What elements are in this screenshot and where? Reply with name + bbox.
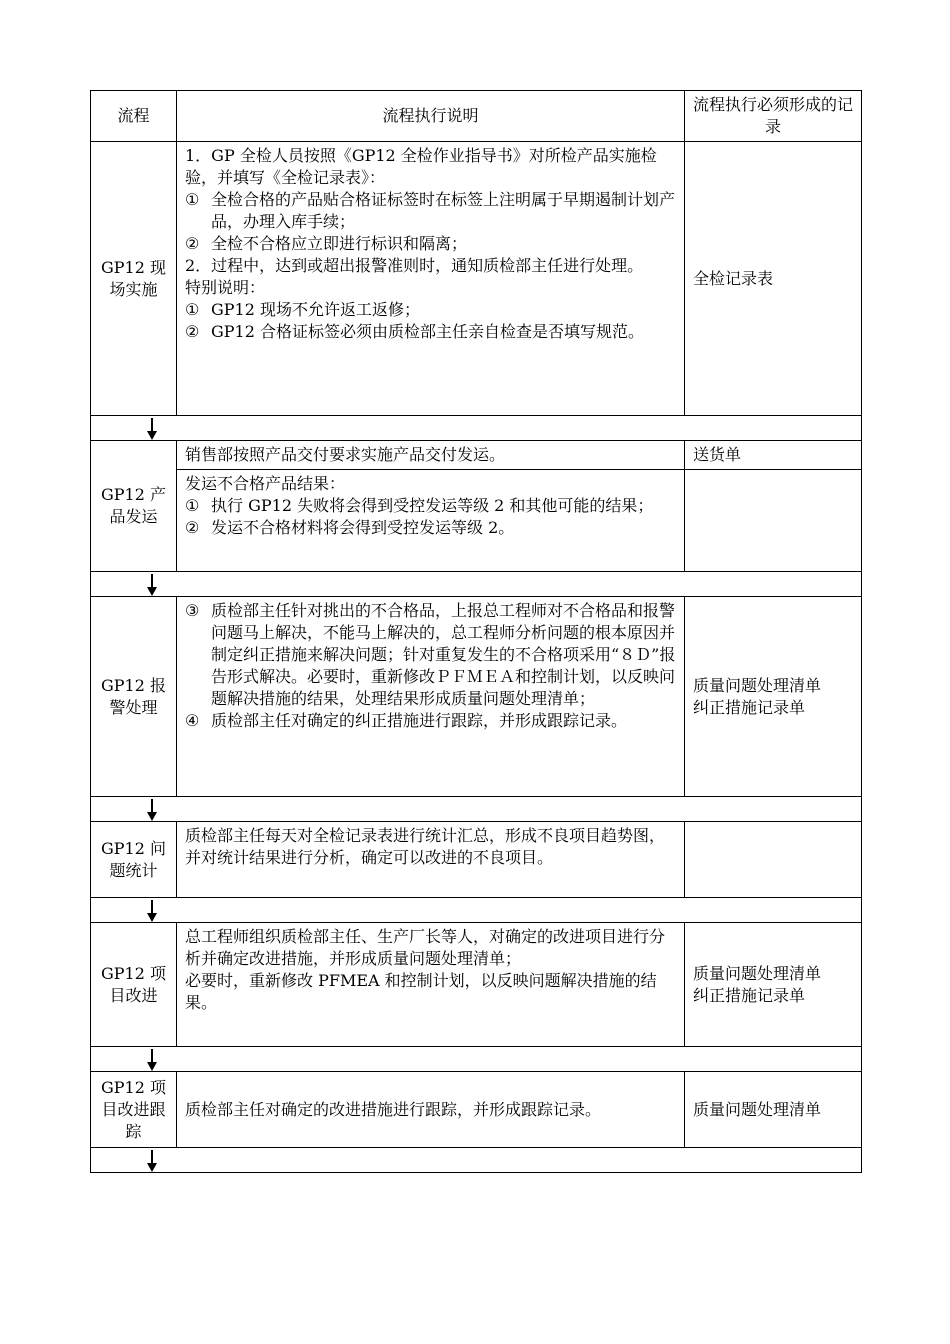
row-shipping-b (91, 470, 862, 572)
header-row (91, 91, 862, 142)
down-arrow-icon (147, 1150, 157, 1172)
flow-arrow-row (91, 797, 862, 822)
process-table (90, 90, 862, 1173)
record-item: 质量问题处理清单 (693, 675, 822, 695)
process-name: GP12 现场实施 (91, 142, 177, 416)
item-number: ② (185, 234, 200, 253)
item-number: ① (185, 190, 200, 209)
list-item (185, 517, 676, 539)
list-item (185, 321, 676, 343)
header-records: 流程执行必须形成的记录 (685, 91, 862, 142)
process-records (685, 822, 862, 898)
process-records: 送货单 (685, 441, 862, 470)
item-text: GP12 合格证标签必须由质检部主任亲自检查是否填写规范。 (211, 322, 644, 341)
down-arrow-icon (147, 1049, 157, 1071)
desc-line: 总工程师组织质检部主任、生产厂长等人，对确定的改进项目进行分析并确定改进措施，并形成质量问题处理清单； (185, 927, 666, 968)
item-text: 质检部主任对确定的纠正措施进行跟踪，并形成跟踪记录。 (211, 711, 628, 730)
process-description: 质检部主任每天对全检记录表进行统计汇总，形成不良项目趋势图，并对统计结果进行分析，确定可以改进的不良项目。 (177, 822, 685, 898)
down-arrow-icon (147, 799, 157, 821)
item-number: ② (185, 518, 200, 537)
list-item (185, 600, 676, 710)
process-records: 质量问题处理清单 (685, 1072, 862, 1148)
process-name: GP12 项目改进 (91, 923, 177, 1047)
process-description: 质检部主任对确定的改进措施进行跟踪，并形成跟踪记录。 (177, 1072, 685, 1148)
list-item (185, 299, 676, 321)
process-records (685, 597, 862, 797)
flow-arrow-row (91, 572, 862, 597)
row-shipping-a (91, 441, 862, 470)
process-records: 全检记录表 (685, 142, 862, 416)
desc-line: 发运不合格产品结果： (185, 474, 346, 493)
item-text: 发运不合格材料将会得到受控发运等级 2。 (211, 518, 515, 537)
process-description: 销售部按照产品交付要求实施产品交付发运。 (177, 441, 685, 470)
desc-line: 必要时，重新修改 PFMEA 和控制计划，以反映问题解决措施的结果。 (185, 971, 657, 1012)
header-description: 流程执行说明 (177, 91, 685, 142)
flow-arrow-row (91, 1047, 862, 1072)
row-tracking (91, 1072, 862, 1148)
item-number: ① (185, 496, 200, 515)
flow-arrow-row (91, 1148, 862, 1173)
process-name: GP12 产品发运 (91, 441, 177, 572)
item-text: 全检合格的产品贴合格证标签时在标签上注明属于早期遏制计划产品，办理入库手续； (211, 190, 676, 231)
row-improvement (91, 923, 862, 1047)
down-arrow-icon (147, 900, 157, 922)
desc-line: 2．过程中，达到或超出报警准则时，通知质检部主任进行处理。 (185, 256, 644, 275)
list-item (185, 233, 676, 255)
item-number: ② (185, 322, 200, 341)
list-item (185, 710, 676, 732)
list-item (185, 189, 676, 233)
process-description (177, 923, 685, 1047)
record-item: 质量问题处理清单 (693, 963, 822, 983)
process-description (177, 142, 685, 416)
process-name: GP12 项目改进跟踪 (91, 1072, 177, 1148)
item-number: ④ (185, 711, 200, 730)
item-number: ① (185, 300, 200, 319)
record-item: 纠正措施记录单 (693, 985, 806, 1005)
process-records (685, 470, 862, 572)
row-alarm (91, 597, 862, 797)
row-onsite (91, 142, 862, 416)
process-name: GP12 问题统计 (91, 822, 177, 898)
process-description (177, 597, 685, 797)
desc-line: 1．GP 全检人员按照《GP12 全检作业指导书》对所检产品实施检验，并填写《全检记录表》： (185, 146, 657, 187)
process-document (90, 90, 861, 1173)
header-process: 流程 (91, 91, 177, 142)
process-description (177, 470, 685, 572)
down-arrow-icon (147, 574, 157, 596)
flow-arrow-row (91, 416, 862, 441)
down-arrow-icon (147, 418, 157, 440)
item-text: GP12 现场不允许返工返修； (211, 300, 420, 319)
desc-line: 特别说明： (185, 278, 266, 297)
list-item (185, 495, 676, 517)
process-name: GP12 报警处理 (91, 597, 177, 797)
item-number: ③ (185, 601, 200, 620)
item-text: 质检部主任针对挑出的不合格品，上报总工程师对不合格品和报警问题马上解决，不能马上解决的，总工程师分析问题的根本原因并制定纠正措施来解决问题；针对重复发生的不合格项采用“８Ｄ”报告形式解决。必要时，重新修改ＰＦＭＥＡ和控制计划，以反映问题解决措施的结果，处理结果形成质量问题处理清单； (211, 601, 676, 708)
row-statistics (91, 822, 862, 898)
item-text: 执行 GP12 失败将会得到受控发运等级 2 和其他可能的结果； (211, 496, 654, 515)
flow-arrow-row (91, 898, 862, 923)
item-text: 全检不合格应立即进行标识和隔离； (211, 234, 468, 253)
record-item: 纠正措施记录单 (693, 697, 806, 717)
process-records (685, 923, 862, 1047)
